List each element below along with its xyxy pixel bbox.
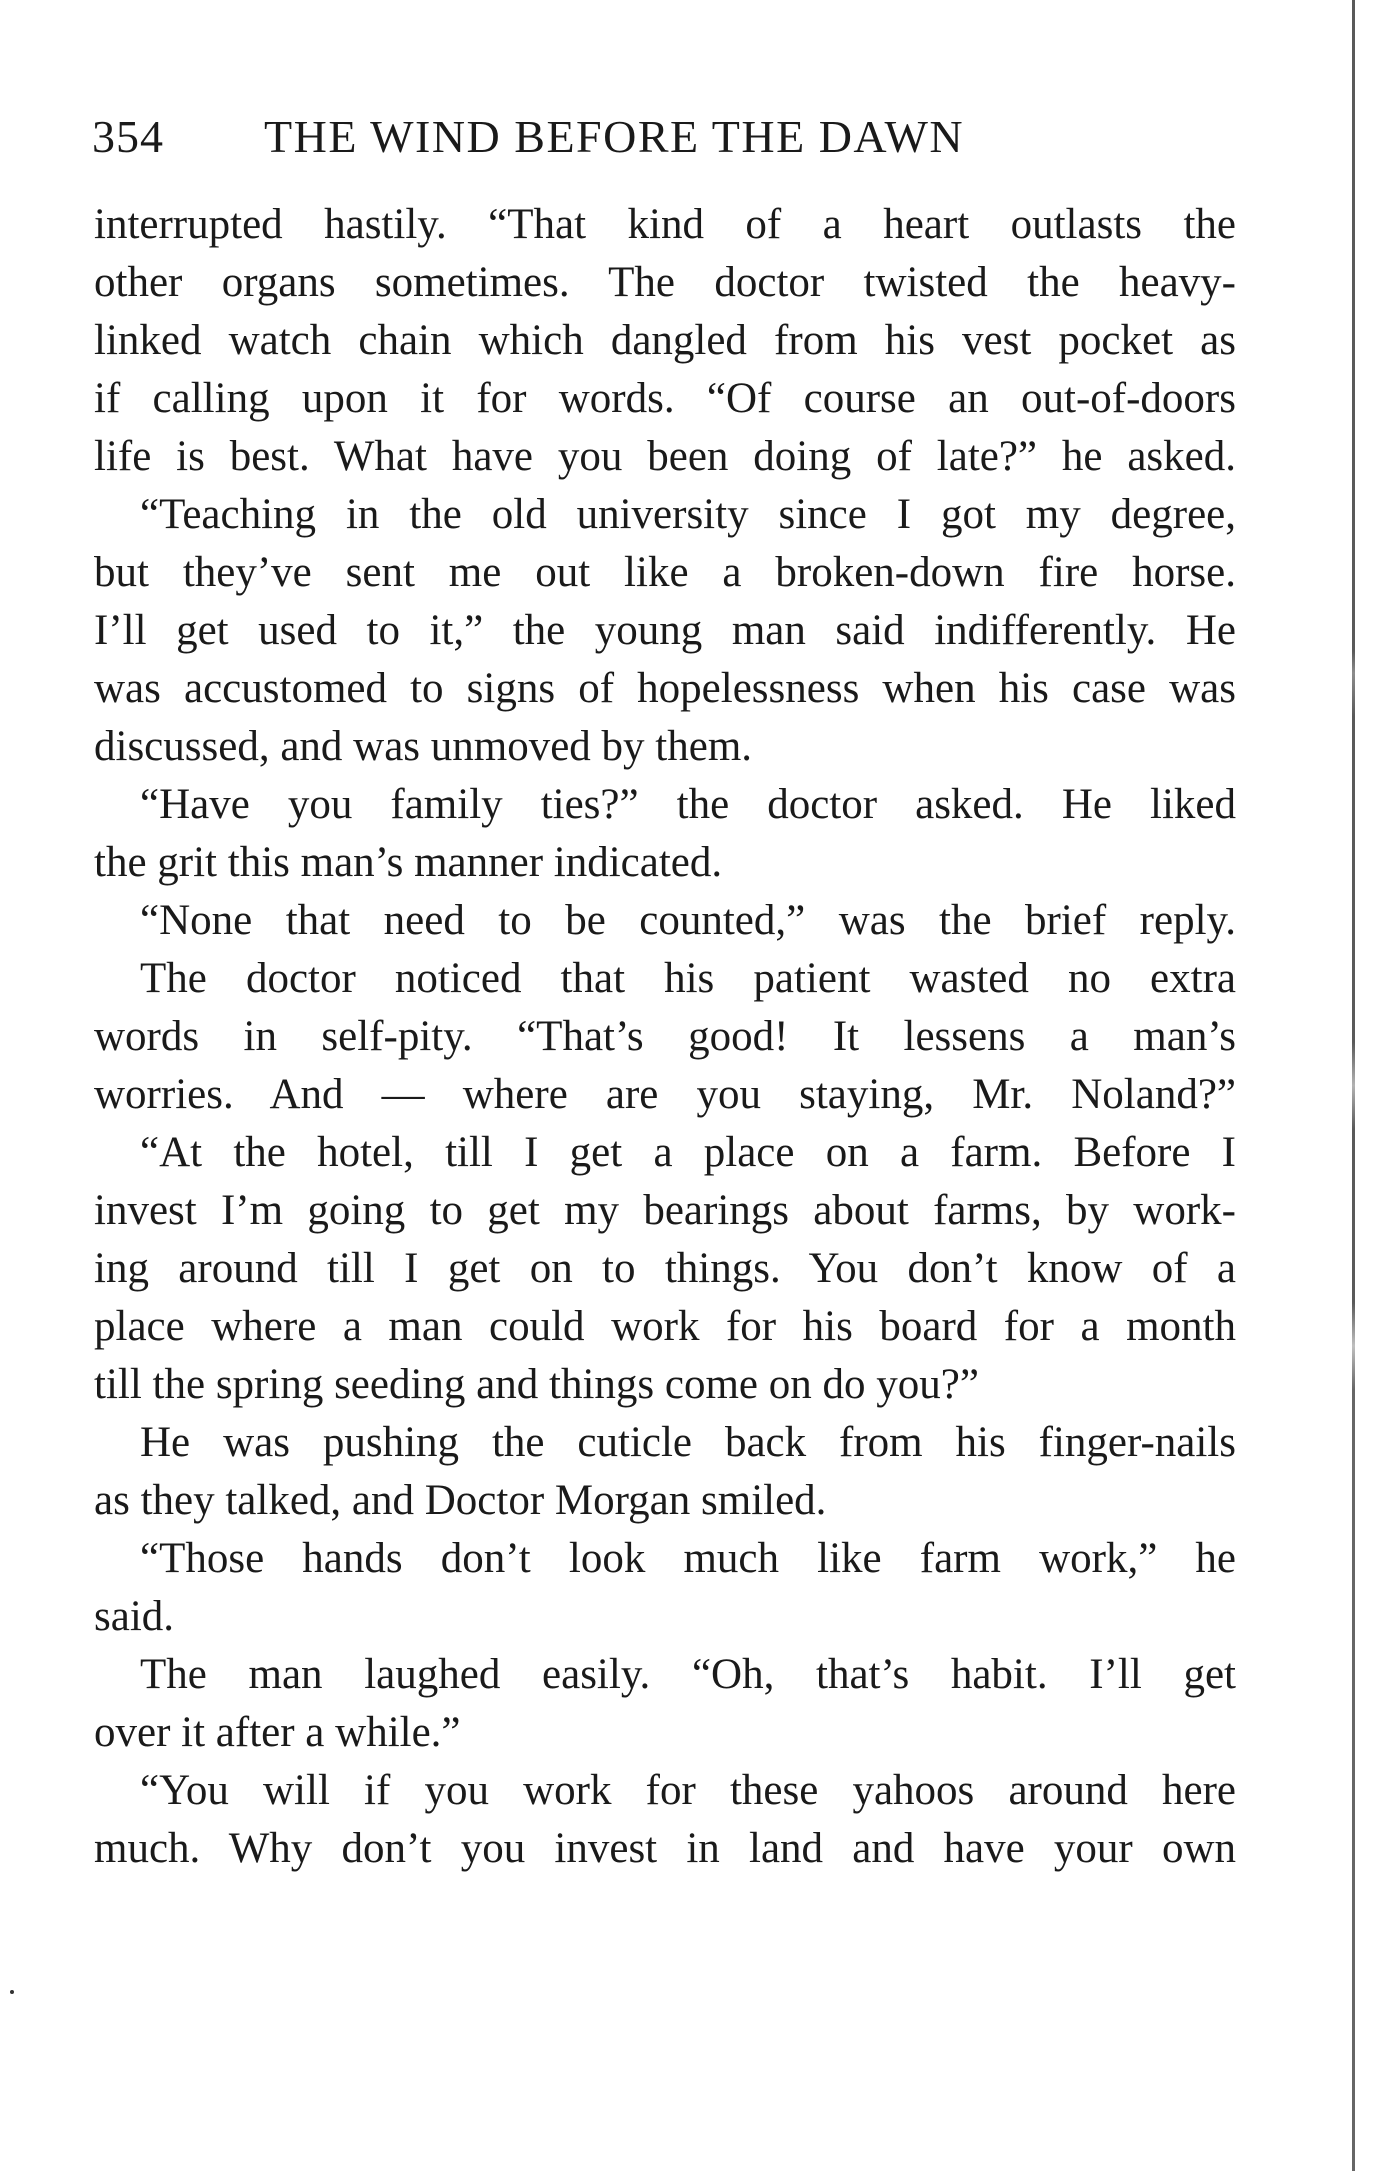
text-line: The man laughed easily. “Oh, that’s habit. I’ll get [140, 1651, 1236, 1698]
text-line: life is best. What have you been doing of late?” he asked. [94, 433, 1236, 480]
text-line: “At the hotel, till I get a place on a farm. Before I [140, 1129, 1236, 1176]
text-line: He was pushing the cuticle back from his finger-nails [140, 1419, 1236, 1466]
body-text [94, 196, 1236, 1878]
text-line: place where a man could work for his board for a month [94, 1303, 1236, 1350]
text-line: words in self-pity. “That’s good! It lessens a man’s [94, 1013, 1236, 1060]
page-header [92, 110, 1072, 170]
text-line: worries. And — where are you staying, Mr. Noland?” [94, 1071, 1236, 1118]
text-line: “None that need to be counted,” was the brief reply. [140, 897, 1236, 944]
text-line: invest I’m going to get my bearings about farms, by work- [94, 1187, 1236, 1234]
scan-speck [10, 1990, 14, 1994]
text-line: till the spring seeding and things come on do you?” [94, 1361, 979, 1408]
text-line: linked watch chain which dangled from his vest pocket as [94, 317, 1236, 364]
text-line: interrupted hastily. “That kind of a heart outlasts the [94, 201, 1236, 248]
text-line: “You will if you work for these yahoos around here [140, 1767, 1236, 1814]
text-line: the grit this man’s manner indicated. [94, 839, 723, 886]
text-line: other organs sometimes. The doctor twisted the heavy- [94, 259, 1236, 306]
running-head: THE WIND BEFORE THE DAWN [264, 111, 965, 162]
text-line: I’ll get used to it,” the young man said indifferently. He [94, 607, 1236, 654]
text-line: said. [94, 1593, 175, 1640]
text-line: was accustomed to signs of hopelessness when his case was [94, 665, 1236, 712]
text-line: discussed, and was unmoved by them. [94, 723, 753, 770]
page-number: 354 [92, 111, 164, 162]
text-line: if calling upon it for words. “Of course an out-of-doors [94, 375, 1236, 422]
page-edge-rule [1352, 0, 1355, 2171]
text-line: “Have you family ties?” the doctor asked. He liked [140, 781, 1236, 828]
text-line: but they’ve sent me out like a broken-down fire horse. [94, 549, 1236, 596]
text-line: “Those hands don’t look much like farm work,” he [140, 1535, 1236, 1582]
text-line: “Teaching in the old university since I got my degree, [140, 491, 1236, 538]
text-line: much. Why don’t you invest in land and have your own [94, 1825, 1236, 1872]
text-line: ing around till I get on to things. You don’t know of a [94, 1245, 1236, 1292]
text-line: over it after a while.” [94, 1709, 461, 1756]
text-line: as they talked, and Doctor Morgan smiled. [94, 1477, 827, 1524]
text-line: The doctor noticed that his patient wasted no extra [140, 955, 1236, 1002]
